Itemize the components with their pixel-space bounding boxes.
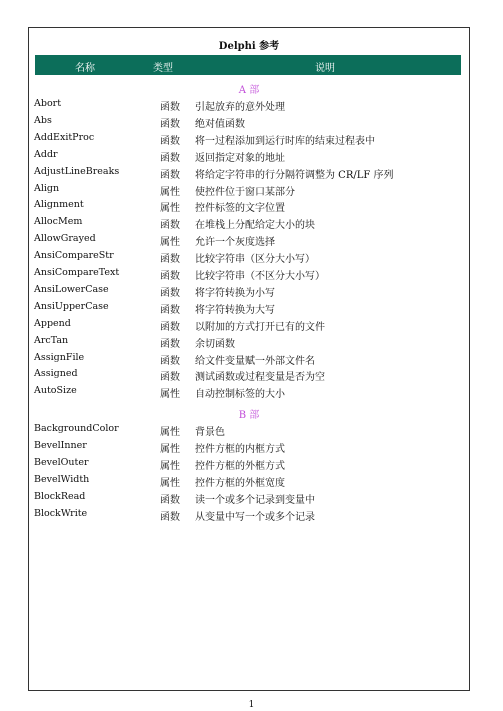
table-row [29,508,469,524]
cell-desc: 将字符转换为小写 [195,287,275,299]
cell-type: 函数 [160,271,180,282]
document-frame [28,27,470,691]
cell-desc: 给文件变量赋一外部文件名 [195,355,315,367]
cell-desc: 控件方框的外框方式 [195,461,285,472]
cell-type: 函数 [160,220,180,232]
cell-name: BevelOuter [34,457,89,468]
cell-type: 函数 [160,338,180,350]
cell-name: Alignment [34,199,84,211]
table-row [29,385,469,401]
cell-type: 函数 [160,118,180,130]
cell-type: 函数 [160,169,180,181]
cell-type: 属性 [160,186,180,198]
cell-type: 函数 [160,304,180,316]
cell-desc: 控件方框的内框方式 [195,444,285,456]
cell-name: AnsiUpperCase [34,300,109,312]
cell-type: 函数 [160,135,180,147]
cell-name: Append [34,317,71,329]
table-row [29,250,469,266]
cell-type: 属性 [160,461,180,472]
cell-desc: 控件标签的文字位置 [195,203,285,215]
cell-type: 函数 [160,355,180,367]
cell-name: AnsiCompareStr [34,250,114,262]
cell-desc: 允许一个灰度选择 [195,237,275,249]
cell-name: AnsiCompareText [34,267,120,278]
cell-name: AssignFile [34,351,85,363]
cell-type: 函数 [160,321,180,333]
table-row [29,233,469,249]
cell-name: BevelInner [34,440,87,452]
cell-desc: 控件方框的外框宽度 [195,477,285,489]
cell-type: 属性 [160,477,180,489]
table-row [29,166,469,182]
cell-desc: 返回指定对象的地址 [195,152,285,164]
table-row [29,352,469,368]
cell-desc: 余切函数 [195,338,235,350]
cell-type: 函数 [160,494,180,506]
cell-name: AdjustLineBreaks [34,165,120,177]
table-row [29,199,469,215]
cell-desc: 将一过程添加到运行时库的结束过程表中 [195,135,375,147]
cell-type: 函数 [160,372,180,384]
table-row [29,132,469,148]
cell-name: ArcTan [34,334,69,346]
header-type: 类型 [153,63,173,74]
table-row [29,149,469,165]
header-desc: 说明 [315,63,335,74]
cell-name: AutoSize [34,385,77,397]
cell-type: 属性 [160,444,180,456]
table-row [29,368,469,384]
cell-name: BlockWrite [34,507,88,519]
table-row [29,318,469,334]
cell-name: BackgroundColor [34,423,119,435]
cell-desc: 读一个或多个记录到变量中 [195,494,315,506]
table-row [29,491,469,507]
cell-type: 属性 [160,389,180,401]
table-row [29,440,469,456]
cell-type: 属性 [160,427,180,439]
table-row [29,284,469,300]
table-row [29,335,469,351]
table-row [29,183,469,199]
cell-type: 属性 [160,203,180,215]
cell-desc: 背景色 [195,427,225,439]
cell-name: AllocMem [34,216,83,228]
cell-name: AllowGrayed [34,233,96,245]
cell-desc: 自动控制标签的大小 [195,389,285,401]
cell-desc: 使控件位于窗口某部分 [195,186,295,198]
cell-name: Addr [34,148,58,160]
cell-type: 函数 [160,511,180,523]
header-name: 名称 [75,63,95,74]
cell-name: Abs [34,114,52,126]
cell-desc: 以附加的方式打开已有的文件 [195,321,325,333]
cell-type: 函数 [160,287,180,299]
cell-type: 属性 [160,237,180,249]
cell-type: 函数 [160,152,180,164]
cell-name: BlockRead [34,490,86,502]
cell-desc: 绝对值函数 [195,118,245,130]
table-row [29,474,469,490]
table-row [29,216,469,232]
table-row [29,301,469,317]
cell-desc: 将给定字符串的行分隔符调整为 CR/LF 序列 [195,169,394,181]
cell-desc: 引起放弃的意外处理 [195,102,285,113]
section-label: A 部 [238,85,260,96]
cell-type: 函数 [160,254,180,266]
cell-desc: 比较字符串（区分大小写） [195,254,315,266]
cell-name: Assigned [34,368,78,380]
cell-desc: 比较字符串（不区分大小写） [195,271,325,282]
cell-name: Abort [34,98,62,109]
cell-name: AddExitProc [34,131,95,143]
cell-name: AnsiLowerCase [34,283,109,295]
table-row [29,115,469,131]
section-label: B 部 [238,410,260,422]
cell-desc: 在堆栈上分配给定大小的块 [195,220,315,232]
table-row [29,98,469,114]
cell-desc: 从变量中写一个或多个记录 [195,511,315,523]
table-row [29,267,469,283]
table-row [29,457,469,473]
cell-desc: 测试函数或过程变量是否为空 [195,372,325,384]
cell-type: 函数 [160,102,180,113]
cell-name: Align [34,182,60,194]
document-title: Delphi 参考 [218,41,280,52]
cell-name: BevelWidth [34,473,90,485]
cell-desc: 将字符转换为大写 [195,304,275,316]
page-number: 1 [248,700,255,710]
table-header [35,55,461,75]
table-row [29,423,469,439]
